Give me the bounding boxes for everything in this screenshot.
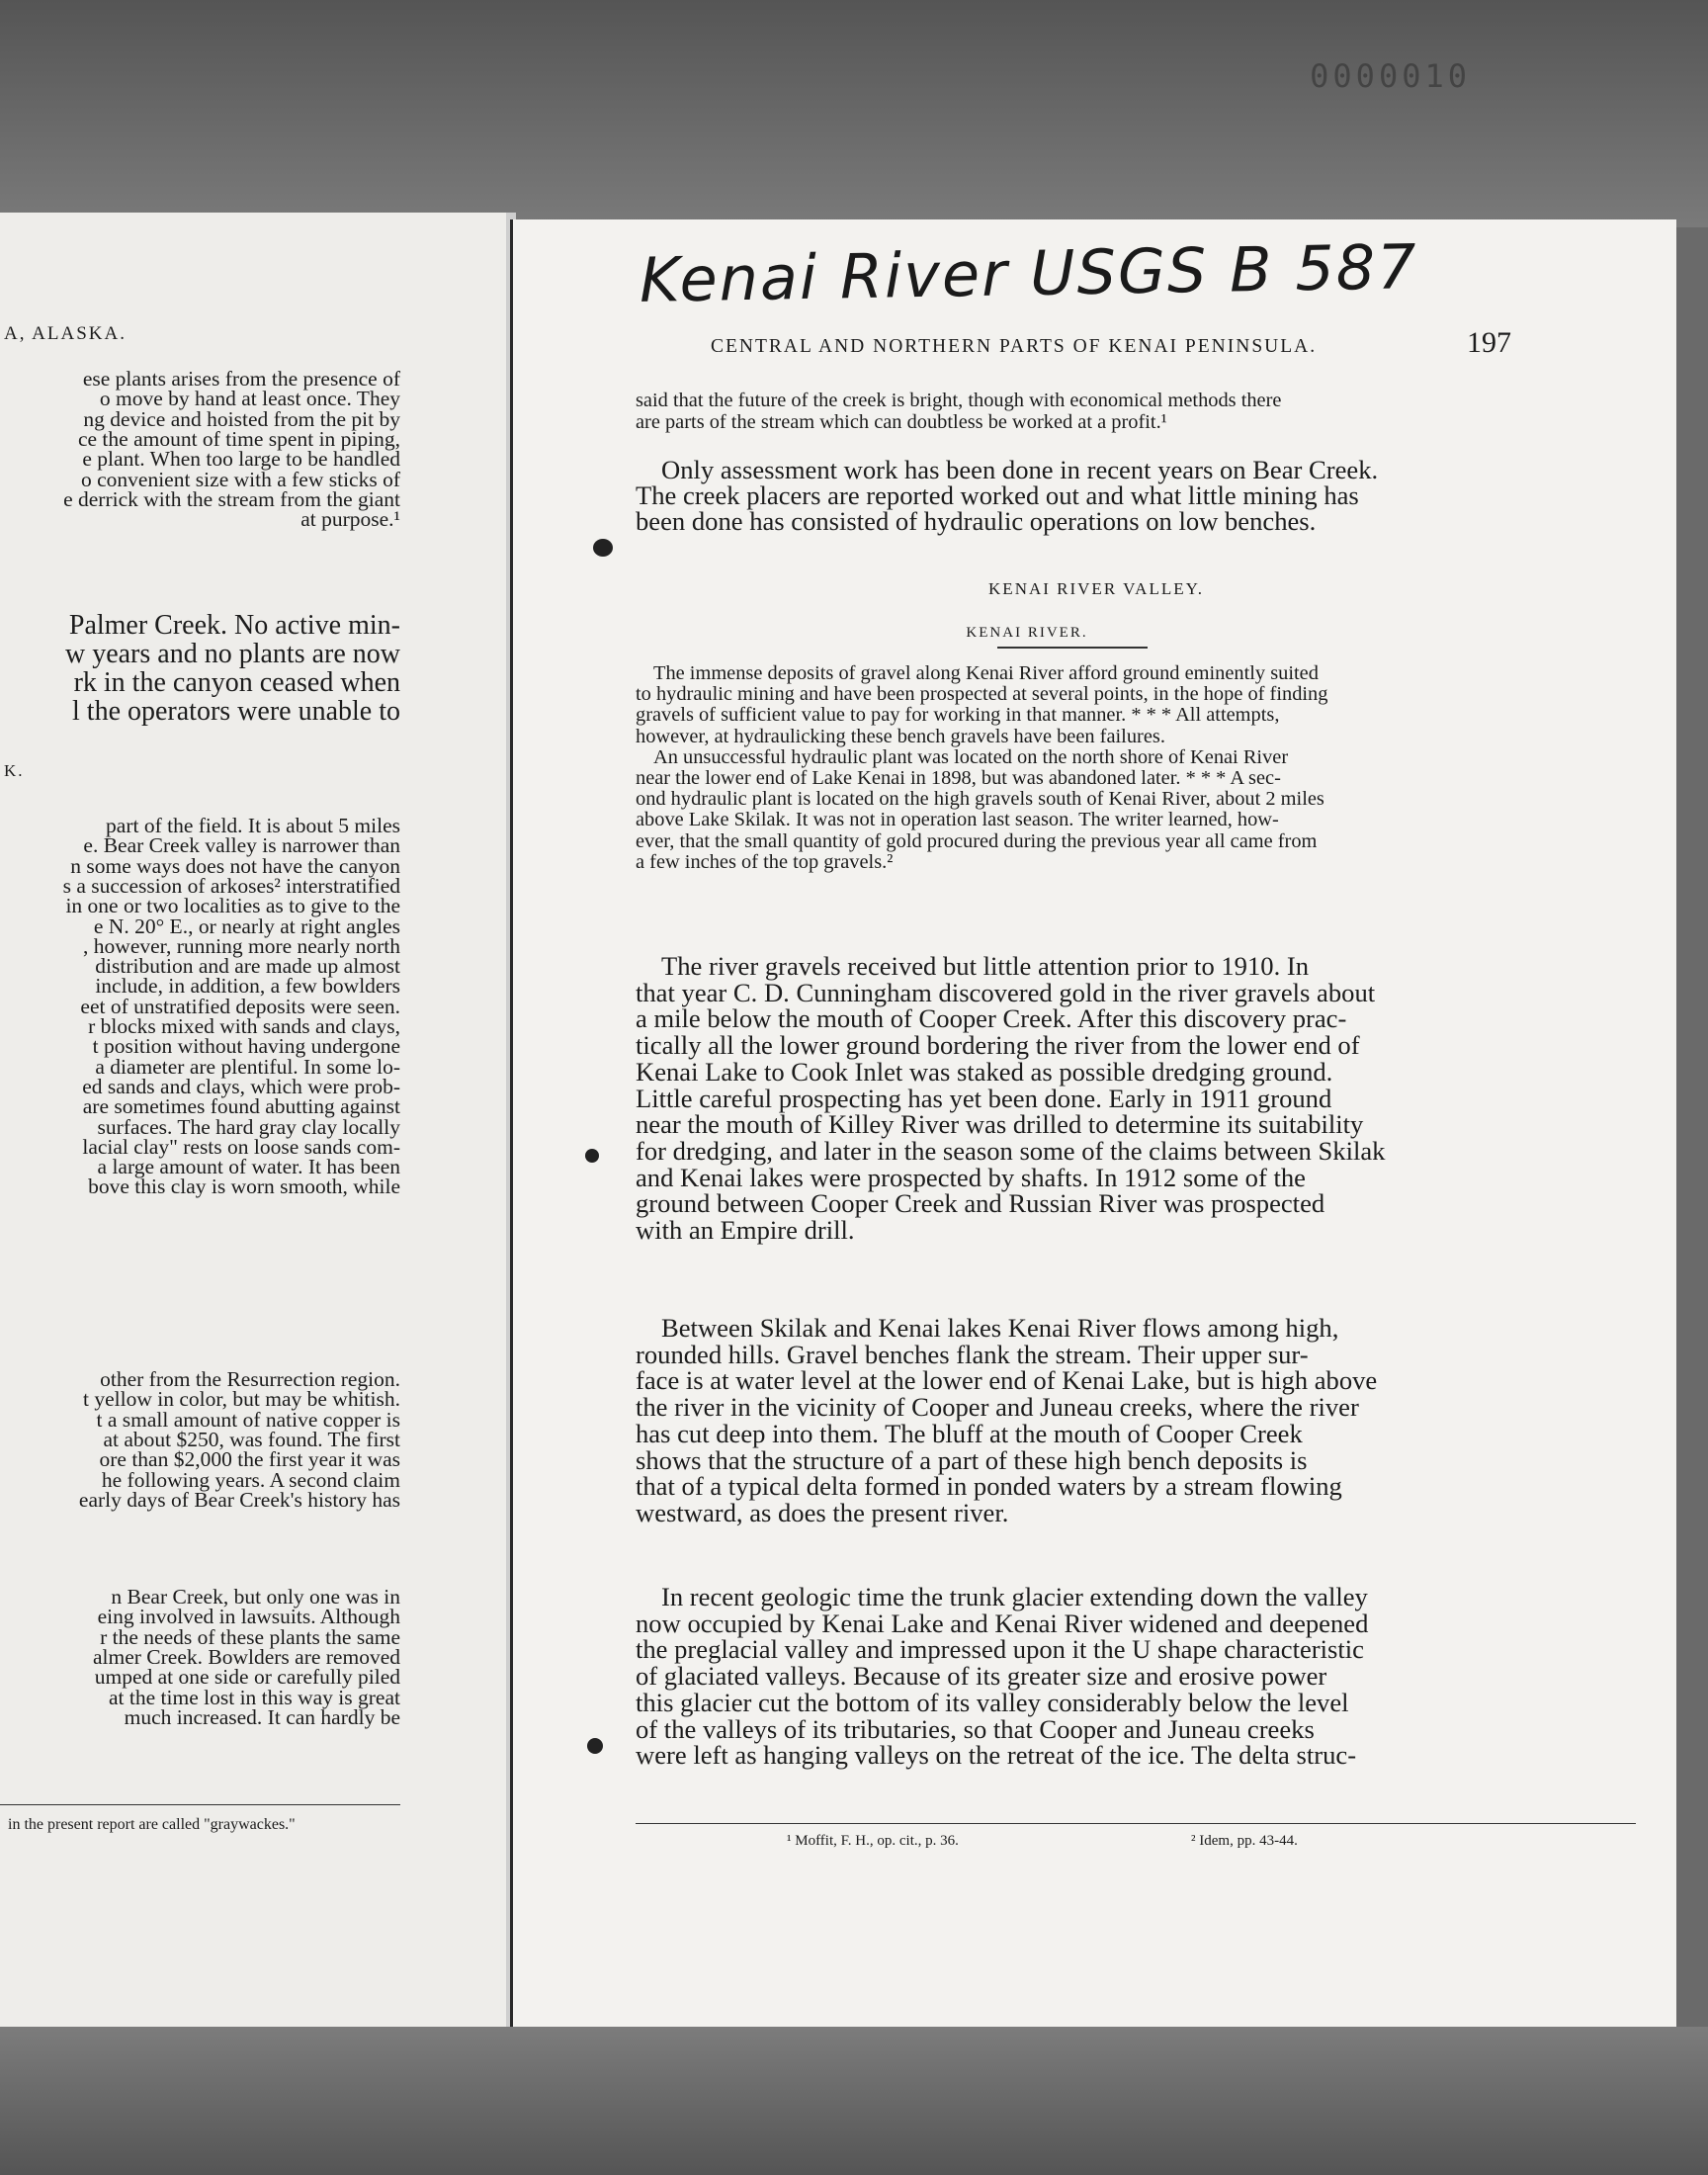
text-line: rk in the canyon ceased when <box>73 667 400 698</box>
text-line: this glacier cut the bottom of its valley considerably below the level <box>636 1687 1349 1717</box>
text-line: almer Creek. Bowlders are removed <box>92 1644 400 1669</box>
text-line: near the mouth of Killey River was drilled to determine its suitability <box>636 1109 1364 1140</box>
text-line: w years and no plants are now <box>64 639 400 669</box>
text-line: ever, that the small quantity of gold procured during the previous year all came from <box>636 829 1318 852</box>
text-line: at purpose.¹ <box>300 507 400 532</box>
text-line: bove this clay is worn smooth, while <box>88 1174 400 1199</box>
text-line: tically all the lower ground bordering the river from the lower end of <box>636 1030 1360 1061</box>
text-line: westward, as does the present river. <box>636 1497 1009 1527</box>
text-line: ed sands and clays, which were prob- <box>82 1074 400 1098</box>
ink-blot <box>585 1149 599 1163</box>
text-line: for dredging, and later in the season some of the claims between Skilak <box>636 1135 1386 1166</box>
text-line: The river gravels received but little attention prior to 1910. In <box>661 951 1310 981</box>
text-line: r the needs of these plants the same <box>100 1624 400 1649</box>
text-line: eing involved in lawsuits. Although <box>97 1605 400 1629</box>
text-line: early days of Bear Creek's history has <box>78 1487 400 1512</box>
text-line: with an Empire drill. <box>636 1215 855 1245</box>
text-line: near the lower end of Lake Kenai in 1898, but was abandoned later. * * * A sec- <box>636 767 1281 789</box>
left-footnote: in the present report are called "graywackes." <box>8 1816 296 1833</box>
text-line: that year C. D. Cunningham discovered gold in the river gravels about <box>636 977 1376 1007</box>
text-line: been done has consisted of hydraulic operations on low benches. <box>636 506 1317 536</box>
text-line: e. Bear Creek valley is narrower than <box>83 833 400 858</box>
text-line: face is at water level at the lower end of Kenai Lake, but is high above <box>636 1365 1378 1396</box>
text-line: in one or two localities as to give to the <box>65 894 400 918</box>
text-line: a diameter are plentiful. In some lo- <box>95 1054 400 1079</box>
text-line: o move by hand at least once. They <box>99 387 400 411</box>
text-line: n Bear Creek, but only one was in <box>111 1585 400 1609</box>
text-line: ce the amount of time spent in piping, <box>77 426 400 451</box>
ink-blot <box>593 539 613 557</box>
text-line: that of a typical delta formed in ponded waters by a stream flowing <box>636 1471 1342 1502</box>
text-line: gravels of sufficient value to pay for working in that manner. * * * All attempts, <box>636 704 1280 727</box>
left-footnote-rule <box>0 1804 400 1805</box>
left-page <box>0 213 508 2027</box>
footnote-rule <box>636 1823 1636 1824</box>
text-line: r blocks mixed with sands and clays, <box>88 1014 400 1038</box>
text-line: other from the Resurrection region. <box>100 1367 400 1391</box>
text-line: e plant. When too large to be handled <box>82 447 400 472</box>
text-line: distribution and are made up almost <box>95 954 400 979</box>
text-line: Only assessment work has been done in recent years on Bear Creek. <box>661 455 1379 484</box>
text-line: shows that the structure of a part of these high bench deposits is <box>636 1444 1308 1475</box>
subsection-title: KENAI RIVER. <box>966 625 1088 641</box>
text-line: eet of unstratified deposits were seen. <box>80 994 400 1018</box>
text-line: now occupied by Kenai Lake and Kenai River widened and deepened <box>636 1608 1369 1638</box>
text-line: ond hydraulic plant is located on the high gravels south of Kenai River, about 2 miles <box>636 788 1324 811</box>
text-line: the preglacial valley and impressed upon it the U shape characteristic <box>636 1634 1364 1665</box>
scanner-background-bottom <box>0 2027 1708 2175</box>
text-line: The creek placers are reported worked out and what little mining has <box>636 480 1359 510</box>
text-line: however, at hydraulicking these bench gravels have been failures. <box>636 725 1165 747</box>
text-line: surfaces. The hard gray clay locally <box>97 1114 400 1139</box>
text-line: t position without having undergone <box>92 1034 400 1059</box>
text-line: e derrick with the stream from the giant <box>63 486 400 511</box>
text-line: In recent geologic time the trunk glacier extending down the valley <box>661 1582 1368 1611</box>
text-line: were left as hanging valleys on the retreat of the ice. The delta struc- <box>636 1740 1357 1771</box>
section-title: KENAI RIVER VALLEY. <box>988 579 1204 598</box>
text-line: o convenient size with a few sticks of <box>80 467 400 491</box>
text-line: to hydraulic mining and have been prospected at several points, in the hope of finding <box>636 683 1328 706</box>
subsection-underline <box>997 647 1148 649</box>
text-line: the river in the vicinity of Cooper and Juneau creeks, where the river <box>636 1392 1359 1423</box>
text-line: Palmer Creek. No active min- <box>68 610 400 641</box>
text-line: An unsuccessful hydraulic plant was located on the north shore of Kenai River <box>653 745 1289 768</box>
text-line: has cut deep into them. The bluff at the mouth of Cooper Creek <box>636 1418 1303 1448</box>
ink-blot <box>587 1738 603 1754</box>
text-line: part of the field. It is about 5 miles <box>106 814 400 837</box>
text-line: ore than $2,000 the first year it was <box>99 1447 400 1472</box>
text-line: Between Skilak and Kenai lakes Kenai River flows among high, <box>661 1313 1339 1343</box>
text-line: Kenai Lake to Cook Inlet was staked as possible dredging ground. <box>636 1056 1333 1087</box>
text-line: ese plants arises from the presence of <box>82 367 400 391</box>
text-line: s a succession of arkoses² interstratified <box>62 873 400 898</box>
text-line: e N. 20° E., or nearly at right angles <box>93 914 400 938</box>
text-line: t yellow in color, but may be whitish. <box>83 1387 400 1412</box>
text-line: include, in addition, a few bowlders <box>95 974 400 999</box>
right-page <box>510 219 1676 2027</box>
text-line: he following years. A second claim <box>101 1467 400 1492</box>
text-line: , however, running more nearly north <box>83 933 400 958</box>
text-line: are parts of the stream which can doubtless be worked at a profit.¹ <box>636 411 1167 433</box>
text-line: a few inches of the top gravels.² <box>636 850 894 873</box>
handwritten-title: Kenai River USGS B 587 <box>639 230 1419 316</box>
archive-stamp: 0000010 <box>1310 57 1471 95</box>
left-running-head: A, ALASKA. <box>4 323 127 344</box>
text-line: ng device and hoisted from the pit by <box>83 406 400 431</box>
page-number: 197 <box>1467 326 1511 359</box>
text-line: rounded hills. Gravel benches flank the stream. Their upper sur- <box>636 1339 1309 1369</box>
text-line: of the valleys of its tributaries, so that Cooper and Juneau creeks <box>636 1713 1315 1744</box>
text-line: and Kenai lakes were prospected by shafts. In 1912 some of the <box>636 1162 1306 1192</box>
footnote-1: ¹ Moffit, F. H., op. cit., p. 36. <box>787 1833 959 1849</box>
text-line: lacial clay" rests on loose sands com- <box>82 1134 400 1159</box>
text-line: umped at one side or carefully piled <box>94 1665 400 1690</box>
text-line: a large amount of water. It has been <box>97 1155 400 1179</box>
text-line: much increased. It can hardly be <box>124 1704 400 1729</box>
text-line: a mile below the mouth of Cooper Creek. After this discovery prac- <box>636 1003 1347 1034</box>
text-line: at about $250, was found. The first <box>103 1427 400 1451</box>
text-line: at the time lost in this way is great <box>109 1685 400 1709</box>
left-subhead: K. <box>4 761 25 780</box>
footnote-2: ² Idem, pp. 43-44. <box>1191 1833 1298 1849</box>
scanner-background-top <box>0 0 1708 227</box>
text-line: above Lake Skilak. It was not in operation last season. The writer learned, how- <box>636 809 1279 831</box>
text-line: are sometimes found abutting against <box>82 1094 400 1119</box>
text-line: of glaciated valleys. Because of its greater size and erosive power <box>636 1661 1327 1692</box>
text-line: t a small amount of native copper is <box>96 1407 400 1432</box>
running-head: CENTRAL AND NORTHERN PARTS OF KENAI PENINSULA. <box>711 336 1318 357</box>
text-line: n some ways does not have the canyon <box>70 853 400 878</box>
text-line: ground between Cooper Creek and Russian River was prospected <box>636 1188 1325 1219</box>
text-line: said that the future of the creek is bright, though with economical methods there <box>636 390 1282 411</box>
text-line: Little careful prospecting has yet been done. Early in 1911 ground <box>636 1083 1332 1113</box>
text-line: l the operators were unable to <box>72 696 400 727</box>
text-line: The immense deposits of gravel along Kenai River afford ground eminently suited <box>653 662 1319 684</box>
